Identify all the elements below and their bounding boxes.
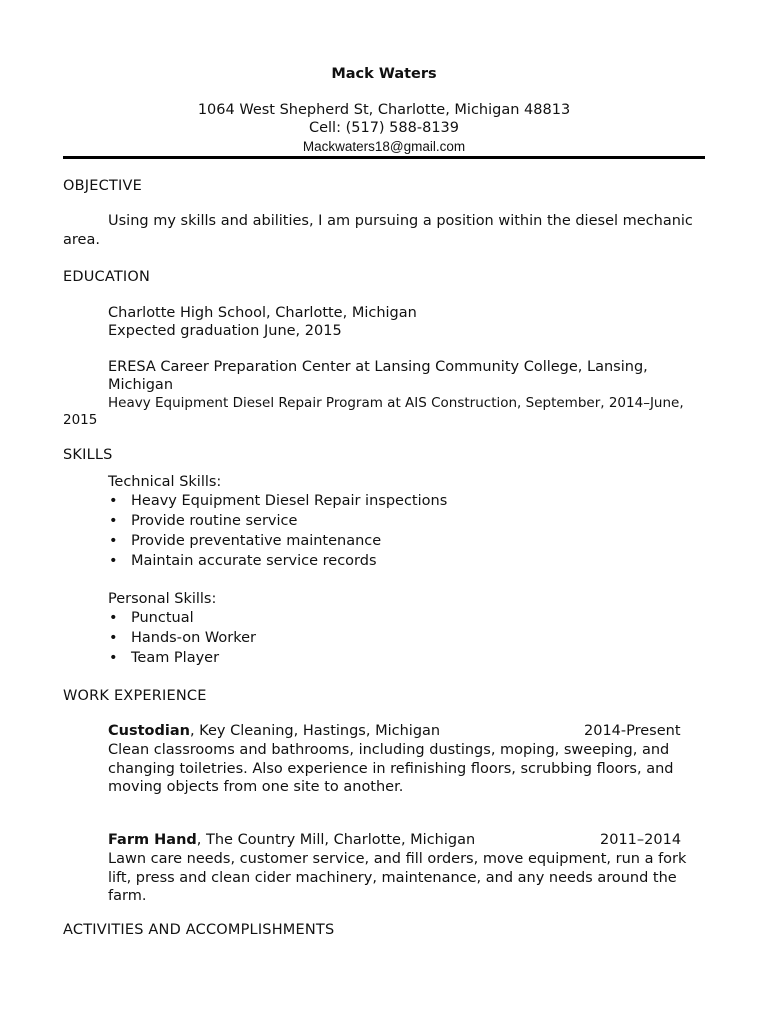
personal-skills-label: Personal Skills: xyxy=(108,591,217,607)
bullet-icon: • xyxy=(109,630,118,646)
list-item: • Provide preventative maintenance xyxy=(109,533,382,549)
list-item: • Maintain accurate service records xyxy=(109,553,377,569)
objective-heading: OBJECTIVE xyxy=(63,178,142,194)
bullet-icon: • xyxy=(109,533,118,549)
resume-name: Mack Waters xyxy=(331,66,437,82)
education-school-1: Charlotte High School, Charlotte, Michigan xyxy=(108,305,417,321)
technical-skills-list xyxy=(108,491,705,571)
education-program: Heavy Equipment Diesel Repair Program at AIS Construction, September, 2014–June, 2015 xyxy=(63,395,684,428)
education-school-2: ERESA Career Preparation Center at Lansing Community College, Lansing, Michigan xyxy=(108,359,648,393)
technical-skills-label: Technical Skills: xyxy=(108,474,222,490)
address-line: 1064 West Shepherd St, Charlotte, Michigan 48813 xyxy=(197,102,571,118)
header-divider xyxy=(63,156,705,159)
education-graduation: Expected graduation June, 2015 xyxy=(108,323,342,339)
education-heading: EDUCATION xyxy=(63,269,151,285)
bullet-icon: • xyxy=(109,493,118,509)
job-description: Lawn care needs, customer service, and fill orders, move equipment, run a fork lift, press and clean cider machinery, maintenance, and any needs around the farm. xyxy=(108,851,687,904)
objective-text: Using my skills and abilities, I am pursuing a position within the diesel mechanic area. xyxy=(63,213,693,248)
job-dates: 2011–2014 xyxy=(600,832,682,848)
job-employer: , The Country Mill, Charlotte, Michigan xyxy=(196,832,476,848)
list-item: • Provide routine service xyxy=(109,513,298,529)
list-item: • Team Player xyxy=(109,650,220,666)
list-item: • Punctual xyxy=(109,610,194,626)
job-title: Custodian xyxy=(108,723,190,739)
email-line: Mackwaters18@gmail.com xyxy=(302,139,466,154)
list-item: • Hands-on Worker xyxy=(109,630,256,646)
list-item: • Heavy Equipment Diesel Repair inspections xyxy=(109,493,448,509)
work-experience-heading: WORK EXPERIENCE xyxy=(63,688,207,704)
job-description: Clean classrooms and bathrooms, including dustings, moping, sweeping, and changing toiletries. Also experience in refinishing floors, scrubbing floors, and moving objects from one site to another. xyxy=(108,742,674,795)
resume-page xyxy=(63,0,705,1024)
cell-phone-line: Cell: (517) 588-8139 xyxy=(308,120,459,136)
bullet-icon: • xyxy=(109,513,118,529)
bullet-icon: • xyxy=(109,553,118,569)
skills-heading: SKILLS xyxy=(63,447,113,463)
bullet-icon: • xyxy=(109,610,118,626)
activities-heading: ACTIVITIES AND ACCOMPLISHMENTS xyxy=(63,922,335,938)
personal-skills-list xyxy=(108,608,705,668)
bullet-icon: • xyxy=(109,650,118,666)
job-employer: , Key Cleaning, Hastings, Michigan xyxy=(189,723,441,739)
job-dates: 2014-Present xyxy=(584,723,681,739)
job-title: Farm Hand xyxy=(108,832,197,848)
